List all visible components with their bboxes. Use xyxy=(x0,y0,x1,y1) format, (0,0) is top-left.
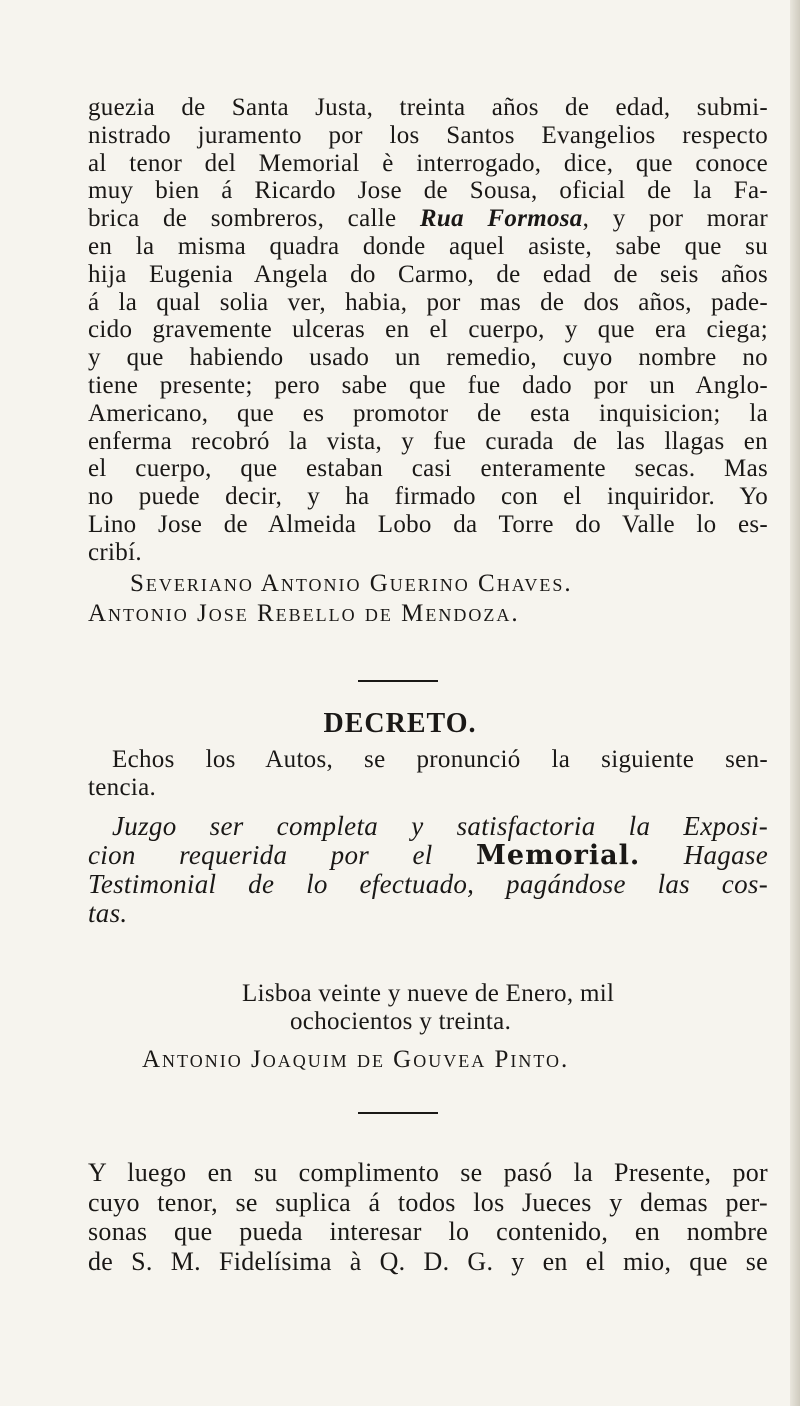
sentence-line: Juzgo ser completa y satisfactoria la Exposi- xyxy=(112,811,768,841)
text-line: Y luego en su complimento se pasó la Presente, por xyxy=(88,1158,768,1187)
closing-paragraph xyxy=(88,1158,768,1276)
text-line: cribí. xyxy=(88,538,142,566)
text-line: enferma recobró la vista, y fue curada de las llagas en xyxy=(88,427,768,455)
decreto-line: Echos los Autos, se pronunció la siguiente sen- xyxy=(112,746,768,773)
text-line: á la qual solia ver, habia, por mas de dos años, pade- xyxy=(88,288,768,316)
first-signatures xyxy=(88,570,768,628)
text-fragment: brica de sombreros, calle xyxy=(88,205,420,233)
testimony-paragraph xyxy=(88,94,768,567)
text-line: nistrado juramento por los Santos Evangelios respecto xyxy=(88,121,768,149)
divider-rule xyxy=(358,1112,438,1114)
sentence-line: Testimonial de lo efectuado, pagándose las cos- xyxy=(88,869,768,899)
sentence-fragment: Hagase xyxy=(683,840,768,870)
text-line: cuyo tenor, se suplica á todos los Jueces y demas per- xyxy=(88,1187,768,1217)
decreto-intro xyxy=(88,746,768,802)
text-line xyxy=(88,205,768,233)
sentence-line: tas. xyxy=(88,898,128,928)
sentence-fragment: cion requerida por el xyxy=(88,840,433,870)
text-line: cido gravemente ulceras en el cuerpo, y que era ciega; xyxy=(88,316,768,344)
text-line: hija Eugenia Angela do Carmo, de edad de seis años xyxy=(88,260,768,288)
sentence-line xyxy=(88,841,768,870)
text-line: sonas que pueda interesar lo contenido, en nombre xyxy=(88,1217,768,1246)
text-line: en la misma quadra donde aquel asiste, sabe que su xyxy=(88,232,768,260)
text-line: no puede decir, y ha firmado con el inquiridor. Yo xyxy=(88,483,768,511)
text-line: y que habiendo usado un remedio, cuyo nombre no xyxy=(88,344,768,372)
text-line: el cuerpo, que estaban casi enteramente secas. Mas xyxy=(88,455,768,483)
text-line: guezia de Santa Justa, treinta años de edad, submi- xyxy=(88,94,768,121)
page-edge xyxy=(790,0,800,1406)
signature-antonio-jose: Antonio Jose Rebello de Mendoza. xyxy=(88,599,520,627)
place-date-line: Lisboa veinte y nueve de Enero, mil xyxy=(242,980,615,1007)
text-fragment: , y por morar xyxy=(582,205,768,233)
text-line: Americano, que es promotor de esta inquisicion; la xyxy=(88,399,768,427)
divider-rule xyxy=(358,680,438,682)
place-date xyxy=(88,980,768,1036)
text-line: de S. M. Fidelísima à Q. D. G. y en el mio, que se xyxy=(88,1246,768,1276)
street-name-italic: Rua Formosa xyxy=(419,205,583,233)
second-signature xyxy=(88,1046,768,1074)
text-line: Lino Jose de Almeida Lobo da Torre do Valle lo es- xyxy=(88,510,768,538)
memorial-blackletter: Memorial. xyxy=(476,840,641,871)
text-line: al tenor del Memorial è interrogado, dice, que conoce xyxy=(88,149,768,177)
decreto-line: tencia. xyxy=(88,773,157,801)
signature-gouvea-pinto: Antonio Joaquim de Gouvea Pinto. xyxy=(142,1046,570,1073)
place-date-line: ochocientos y treinta. xyxy=(290,1007,512,1035)
text-line: tiene presente; pero sabe que fue dado por un Anglo- xyxy=(88,371,768,399)
signature-severiano: Severiano Antonio Guerino Chaves. xyxy=(130,570,573,597)
decreto-heading: DECRETO. xyxy=(323,708,477,739)
sentence xyxy=(88,812,768,928)
text-line: muy bien á Ricardo Jose de Sousa, oficial de la Fa- xyxy=(88,177,768,205)
